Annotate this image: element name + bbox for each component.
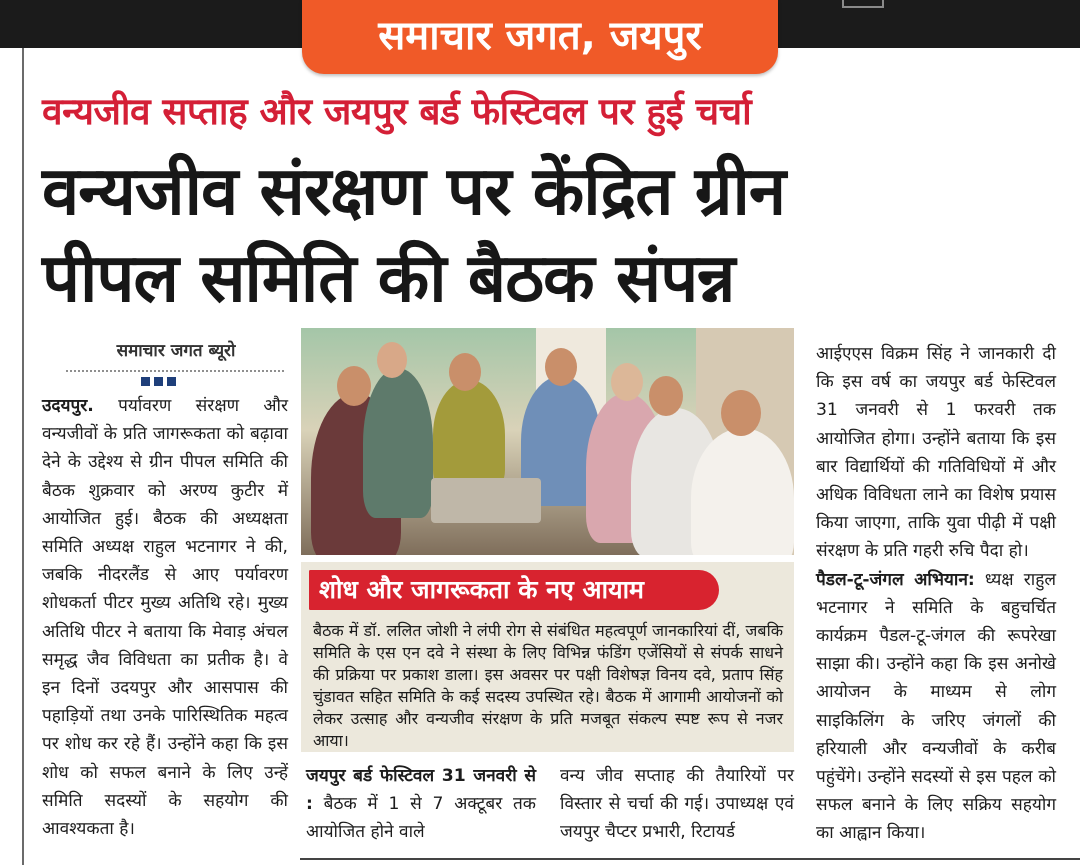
article-column-1: [42, 392, 288, 843]
byline-ornament: [141, 371, 180, 390]
left-column-rule: [22, 48, 24, 865]
top-bar-tab: [842, 0, 884, 8]
kicker-headline: वन्यजीव सप्ताह और जयपुर बर्ड फेस्टिवल पर हुई चर्चा: [42, 90, 752, 133]
column-4-text: आईएएस विक्रम सिंह ने जानकारी दी कि इस वर्ष का जयपुर बर्ड फेस्टिवल 31 जनवरी से 1 फरवरी तक आयोजित होगा। उन्होंने बताया कि इस बार विद्यार्थियों की गतिविधियों में और अधिक विविधता लाने का विशेष प्रयास किया जाएगा, ताकि युवा पीढ़ी में पक्षी संरक्षण के प्रति गहरी रुचि पैदा हो।: [816, 344, 1056, 562]
column-4-text-2: ध्यक्ष राहुल भटनागर ने समिति के बहुचर्चित कार्यक्रम पैडल-टू-जंगल की रूपरेखा साझा की। उन्होंने कहा कि इस अनोखे आयोजन के माध्यम से लोग साइकिलिंग के जरिए जंगलों की हरियाली और वन्यजीवों के करीब पहुंचेंगे। उन्होंने सदस्यों से इस पहल को सफल बनाने के लिए सक्रिय सहयोग का आह्वान किया।: [816, 569, 1057, 844]
bottom-rule: [300, 858, 1080, 860]
subhead-paddle-to-jungle: पैडल-टू-जंगल अभियान:: [816, 569, 975, 590]
sidebar-infobox: [301, 562, 794, 752]
byline: समाचार जगत ब्यूरो: [116, 341, 236, 361]
article-column-4: [816, 340, 1056, 848]
column-2-text: बैठक में 1 से 7 अक्टूबर तक आयोजित होने वाले: [306, 794, 536, 843]
infobox-title: शोध और जागरूकता के नए आयाम: [309, 570, 719, 610]
headline-line-1: वन्यजीव संरक्षण पर केंद्रित ग्रीन: [42, 152, 786, 230]
headline-line-2: पीपल समिति की बैठक संपन्न: [42, 239, 735, 317]
article-column-2: [306, 762, 536, 847]
masthead-banner: समाचार जगत, जयपुर: [302, 0, 778, 74]
meeting-photo: [301, 328, 794, 555]
subhead-bird-festival: जयपुर बर्ड फेस्टिवल 31 जनवरी से :: [306, 766, 536, 815]
column-1-text: पर्यावरण संरक्षण और वन्यजीवों के प्रति जागरूकता को बढ़ावा देने के उद्देश्य से ग्रीन पीपल समिति की बैठक शुक्रवार को अरण्य कुटीर में आयोजित हुई। बैठक की अध्यक्षता समिति अध्यक्ष राहुल भटनागर ने की, जबकि नीदरलैंड से आए पर्यावरण शोधकर्ता पीटर मुख्य अतिथि रहे। मुख्य अतिथि पीटर ने बताया कि मेवाड़ अंचल समृद्ध जैव विविधता का प्रतीक है। वे इन दिनों उदयपुर और आसपास की पहाड़ियों तथा उनके पारिस्थितिक महत्व पर शोध कर रहे हैं। उन्होंने कहा कि इस शोध को सफल बनाने के लिए उन्हें समिति सदस्यों के सहयोग की आवश्यकता है।: [42, 396, 288, 840]
infobox-body: बैठक में डॉ. ललित जोशी ने लंपी रोग से संबंधित महत्वपूर्ण जानकारियां दीं, जबकि समिति के एस एन दवे ने संस्था के लिए विभिन्न फंडिंग एजेंसियों से संपर्क साधने की प्रक्रिया पर प्रकाश डाला। इस अवसर पर पक्षी विशेषज्ञ विनय दवे, प्रताप सिंह चुंडावत सहित समिति के कई सदस्य उपस्थित रहे। बैठक में आगामी आयोजनों को लेकर उत्साह और वन्यजीव संरक्षण के प्रति मजबूत संकल्प स्पष्ट रूप से नजर आया।: [313, 621, 783, 750]
dateline: उदयपुर.: [42, 396, 94, 416]
article-column-3: वन्य जीव सप्ताह की तैयारियों पर विस्तार से चर्चा की गई। उपाध्यक्ष एवं जयपुर चैप्टर प्रभारी, रिटायर्ड: [560, 766, 794, 843]
main-headline: [42, 148, 1062, 322]
